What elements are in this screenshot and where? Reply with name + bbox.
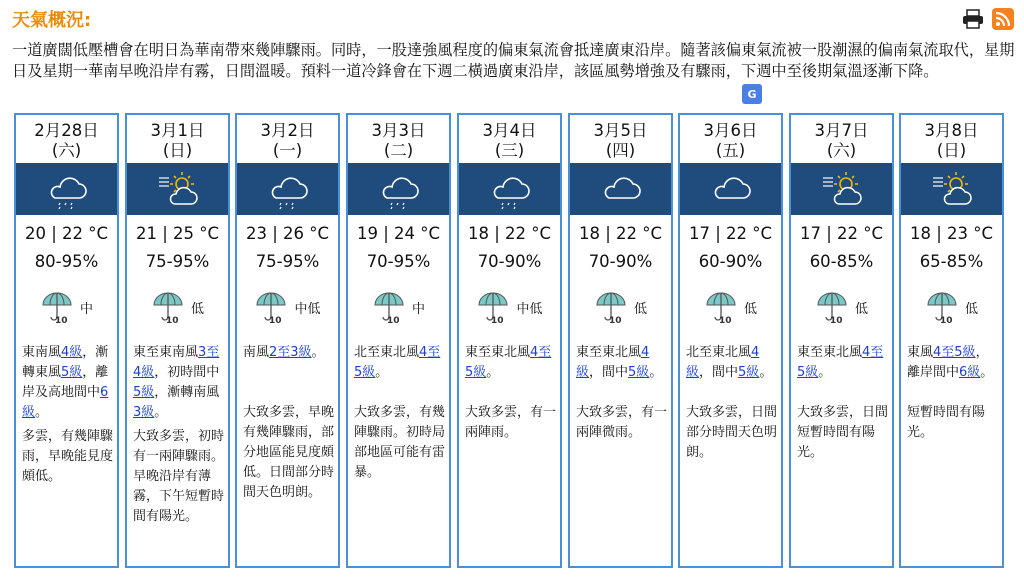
wind-text: 。 [486,365,500,380]
temperature-range: 19 | 24 °C [356,224,441,243]
wind-force-link[interactable]: 6級 [959,365,981,380]
wind-text: 東至東北風 [576,345,642,360]
weather-description: 短暫時間有陽光。 [907,405,986,440]
wind-text: 。 [649,365,663,380]
forecast-date [680,115,781,163]
relative-humidity: 75-95% [145,252,210,271]
wind-text: ，離岸及高地間中 [22,365,109,400]
cloud-rain-icon [376,168,422,210]
svg-text:10: 10 [54,316,68,324]
forecast-date [901,115,1002,163]
umbrella-icon [40,290,74,324]
psr-indicator [901,287,1002,327]
forecast-date [348,115,449,163]
forecast-date [791,115,892,163]
relative-humidity: 60-90% [698,252,763,271]
temperature-range: 21 | 25 °C [135,224,220,243]
forecast-weekday-label: (日) [936,141,967,160]
wind-text: ，漸轉南風 [154,385,220,400]
weather-summary: 一道廣闊低壓槽會在明日為華南帶來幾陣驟雨。同時，一股達強風程度的偏東氣流會抵達廣東沿岸。隨著該偏東氣流被一股潮濕的偏南氣流取代，星期日及星期一華南早晚沿岸有霧，日間溫暖。預料一道冷鋒會在下週二橫過廣東沿岸，該區風勢增強及有驟雨，下週中至後期氣溫逐漸下降。 [12,41,1015,80]
forecast-date [237,115,338,163]
wind-force-link[interactable]: 4級 [61,345,83,360]
weather-icon-bar [127,163,228,215]
psr-level-label: 中 [411,301,425,317]
psr-level-label: 低 [854,301,868,317]
google-translate-icon[interactable]: G [742,84,762,104]
wind-forecast [907,343,999,383]
temperature-range: 17 | 22 °C [799,224,884,243]
psr-level-label: 低 [190,301,204,317]
wind-text: 。 [759,365,773,380]
psr-level-label: 低 [633,301,647,317]
wind-force-link[interactable]: 3至4級 [133,345,220,380]
printer-icon[interactable] [962,8,984,30]
wind-text: 。 [35,405,49,420]
temperature-range: 18 | 22 °C [467,224,552,243]
wind-force-link[interactable]: 5級 [133,385,155,400]
forecast-day-card [346,113,451,568]
toolbar [962,8,1014,30]
cloud-rain-icon [265,168,311,210]
umbrella-icon [815,290,849,324]
wind-text: 。 [375,365,389,380]
wind-force-link[interactable]: 4至5級 [797,345,884,380]
svg-text:10: 10 [718,316,732,324]
wind-force-link[interactable]: 4級 [576,345,650,380]
wind-force-link[interactable]: 2至3級 [269,345,312,360]
wind-text: ，離岸間中 [907,345,989,380]
umbrella-icon [704,290,738,324]
relative-humidity: 70-90% [477,252,542,271]
umbrella-icon [254,290,288,324]
weather-description: 大致多雲，初時有一兩陣驟雨。早晚沿岸有薄霧，下午短暫時間有陽光。 [133,429,225,524]
weather-description: 多雲，有幾陣驟雨，早晚能見度頗低。 [22,429,114,484]
wind-text: 。 [818,365,832,380]
forecast-day-card [457,113,562,568]
cloud-icon [708,168,754,210]
wind-forecast [22,343,114,423]
psr-level-label: 中低 [294,301,321,317]
psr-indicator [791,287,892,327]
wind-text: ，間中 [699,365,739,380]
nine-day-forecast [14,113,1014,571]
forecast-date-label: 3月2日 [260,121,315,140]
wind-force-link[interactable]: 3級 [133,405,155,420]
weather-icon-bar [348,163,449,215]
wind-text: 東南風 [22,345,62,360]
forecast-weekday-label: (六) [51,141,82,160]
wind-text: 東至東南風 [133,345,199,360]
weather-description: 大致多雲，有幾陣驟雨。初時局部地區可能有雷暴。 [354,405,446,480]
weather-icon-bar [237,163,338,215]
wind-text: 北至東北風 [686,345,752,360]
wind-forecast [243,343,335,363]
wind-forecast [576,343,668,383]
psr-indicator [459,287,560,327]
section-title: 天氣概況: [12,10,92,31]
sun-cloud-haze-icon [155,168,201,210]
relative-humidity: 60-85% [809,252,874,271]
svg-text:10: 10 [269,316,283,324]
temperature-range: 17 | 22 °C [688,224,773,243]
forecast-weekday-label: (六) [826,141,857,160]
wind-forecast [354,343,446,383]
wind-forecast [797,343,889,383]
psr-indicator [16,287,117,327]
wind-forecast [686,343,778,383]
relative-humidity: 75-95% [255,252,320,271]
forecast-weekday-label: (五) [715,141,746,160]
forecast-date-label: 3月3日 [371,121,426,140]
wind-force-link[interactable]: 5級 [628,365,650,380]
forecast-date-label: 3月4日 [482,121,537,140]
forecast-date [570,115,671,163]
wind-force-link[interactable]: 4至5級 [354,345,441,380]
svg-text:10: 10 [165,316,179,324]
forecast-date [16,115,117,163]
wind-text: 。 [154,405,168,420]
weather-description: 大致多雲，有一兩陣微雨。 [576,405,668,440]
forecast-weekday-label: (一) [272,141,303,160]
weather-icon-bar [570,163,671,215]
weather-description: 大致多雲，早晚有幾陣驟雨，部分地區能見度頗低。日間部分時間天色明朗。 [243,405,335,500]
wind-text: ，初時間中 [154,365,220,380]
relative-humidity: 70-90% [588,252,653,271]
wind-force-link[interactable]: 5級 [61,365,83,380]
umbrella-icon [151,290,185,324]
forecast-date-label: 3月1日 [150,121,205,140]
relative-humidity: 70-95% [366,252,431,271]
wind-force-link[interactable]: 4至5級 [465,345,552,380]
psr-indicator [348,287,449,327]
weather-description: 大致多雲，日間短暫時間有陽光。 [797,405,889,460]
psr-level-label: 低 [964,301,978,317]
forecast-date [459,115,560,163]
temperature-range: 20 | 22 °C [24,224,109,243]
psr-level-label: 低 [743,301,757,317]
forecast-weekday-label: (四) [605,141,636,160]
wind-force-link[interactable]: 6級 [22,385,109,420]
weather-description: 大致多雲，有一兩陣雨。 [465,405,557,440]
temperature-range: 18 | 22 °C [578,224,663,243]
sun-cloud-haze-icon [929,168,975,210]
svg-text:10: 10 [608,316,622,324]
svg-text:10: 10 [386,316,400,324]
forecast-weekday-label: (二) [383,141,414,160]
wind-text: 。 [980,365,994,380]
umbrella-icon [476,290,510,324]
temperature-range: 23 | 26 °C [245,224,330,243]
sun-cloud-icon [819,168,865,210]
cloud-rain-icon [44,168,90,210]
umbrella-icon [925,290,959,324]
forecast-day-card [899,113,1004,568]
wind-text: 東至東北風 [465,345,531,360]
umbrella-icon [594,290,628,324]
psr-indicator [127,287,228,327]
temperature-range: 18 | 23 °C [909,224,994,243]
cloud-icon [598,168,644,210]
forecast-date-label: 3月8日 [924,121,979,140]
svg-text:10: 10 [829,316,843,324]
forecast-day-card [14,113,119,568]
forecast-weekday-label: (三) [494,141,525,160]
wind-text: 北至東北風 [354,345,420,360]
forecast-day-card [789,113,894,568]
rss-icon[interactable] [992,8,1014,30]
relative-humidity: 80-95% [34,252,99,271]
weather-icon-bar [901,163,1002,215]
forecast-day-card [568,113,673,568]
forecast-date-label: 3月6日 [703,121,758,140]
psr-indicator [680,287,781,327]
umbrella-icon [372,290,406,324]
forecast-date-label: 2月28日 [34,121,99,140]
weather-description: 大致多雲，日間部分時間天色明朗。 [686,405,778,460]
forecast-day-card [678,113,783,568]
weather-icon-bar [791,163,892,215]
psr-level-label: 中低 [516,301,543,317]
forecast-date-label: 3月5日 [593,121,648,140]
weather-icon-bar [680,163,781,215]
svg-text:10: 10 [491,316,505,324]
wind-forecast [465,343,557,383]
wind-force-link[interactable]: 5級 [738,365,760,380]
relative-humidity: 65-85% [919,252,984,271]
wind-text: ，間中 [589,365,629,380]
psr-indicator [237,287,338,327]
forecast-day-card [235,113,340,568]
wind-text: 東至東北風 [797,345,863,360]
forecast-date-label: 3月7日 [814,121,869,140]
forecast-day-card [125,113,230,568]
weather-icon-bar [16,163,117,215]
forecast-date [127,115,228,163]
psr-level-label: 中 [79,301,93,317]
wind-force-link[interactable]: 4級 [686,345,760,380]
wind-text: 。 [311,345,325,360]
wind-text: 南風 [243,345,270,360]
wind-forecast [133,343,225,423]
wind-text: 東風 [907,345,934,360]
forecast-weekday-label: (日) [162,141,193,160]
svg-text:10: 10 [939,316,953,324]
wind-text: ，漸轉東風 [22,345,109,380]
psr-indicator [570,287,671,327]
wind-force-link[interactable]: 4至5級 [933,345,976,360]
cloud-rain-icon [487,168,533,210]
weather-icon-bar [459,163,560,215]
